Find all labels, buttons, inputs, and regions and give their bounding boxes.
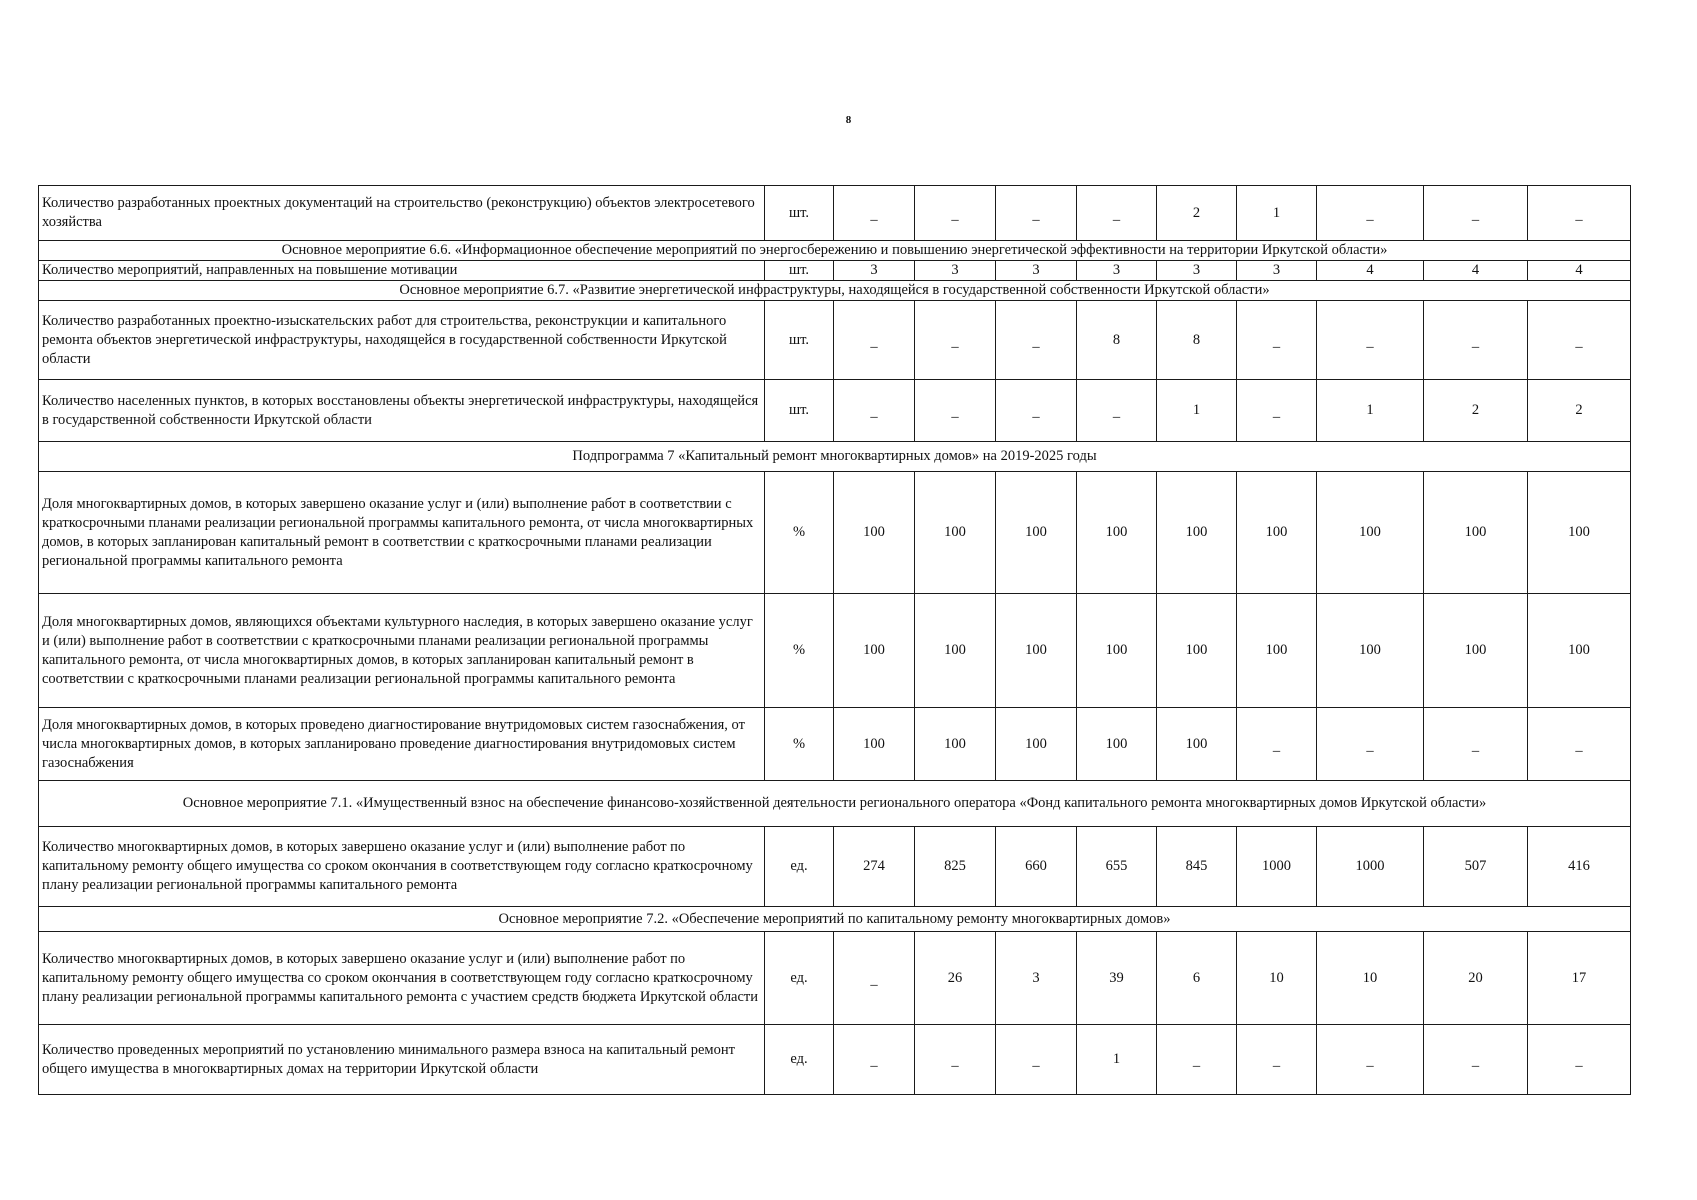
value-cell: 3 xyxy=(834,261,915,281)
value-cell xyxy=(1317,1025,1424,1095)
value-cell: 100 xyxy=(915,594,996,708)
indicator-name: Количество разработанных проектно-изыскательских работ для строительства, реконструкции и капитального ремонта объектов энергетической инфраструктуры, находящейся в государственной собственности Иркутской области xyxy=(39,301,765,380)
value-cell xyxy=(1237,708,1317,781)
dash-value: – xyxy=(1575,338,1583,355)
indicator-name: Количество разработанных проектных документаций на строительство (реконструкцию) объектов электросетевого хозяйства xyxy=(39,186,765,241)
dash-value: – xyxy=(1272,338,1281,355)
section-heading: Основное мероприятие 6.7. «Развитие энергетической инфраструктуры, находящейся в государственной собственности Иркутской области» xyxy=(39,281,1631,301)
value-cell xyxy=(834,932,915,1025)
table-body xyxy=(39,186,1631,1095)
value-cell xyxy=(1317,186,1424,241)
value-cell: 660 xyxy=(996,827,1077,907)
value-cell xyxy=(1237,1025,1317,1095)
value-cell xyxy=(1077,186,1157,241)
page-number: 8 xyxy=(845,114,852,126)
value-cell: 1000 xyxy=(1237,827,1317,907)
table-row xyxy=(39,301,1631,380)
table-row xyxy=(39,827,1631,907)
dash-value: – xyxy=(1471,742,1480,759)
value-cell xyxy=(834,301,915,380)
value-cell: 100 xyxy=(1237,594,1317,708)
unit-cell: шт. xyxy=(765,261,834,281)
indicator-name: Количество многоквартирных домов, в которых завершено оказание услуг и (или) выполнение работ по капитальному ремонту общего имущества со сроком окончания в соответствующем году согласно краткосрочному плану реализации региональной программы капитального ремонта xyxy=(39,827,765,907)
table-row xyxy=(39,708,1631,781)
value-cell: 10 xyxy=(1317,932,1424,1025)
value-cell: 1 xyxy=(1317,380,1424,442)
dash-value: – xyxy=(1032,409,1040,425)
value-cell: 100 xyxy=(1528,594,1631,708)
unit-cell: шт. xyxy=(765,186,834,241)
value-cell: 100 xyxy=(1424,472,1528,594)
value-cell: 507 xyxy=(1424,827,1528,907)
dash-value: – xyxy=(1575,211,1583,228)
dash-value: – xyxy=(1366,338,1374,355)
dash-value: – xyxy=(1366,742,1374,759)
dash-value: – xyxy=(1471,338,1480,355)
dash-value: – xyxy=(951,338,959,355)
value-cell: 2 xyxy=(1157,186,1237,241)
indicator-name: Доля многоквартирных домов, в которых проведено диагностирование внутридомовых систем газоснабжения, от числа многоквартирных домов, в которых запланировано проведение диагностирования внутридомовых систем газоснабжения xyxy=(39,708,765,781)
value-cell: 1000 xyxy=(1317,827,1424,907)
value-cell: 825 xyxy=(915,827,996,907)
dash-value: – xyxy=(870,338,878,355)
dash-value: – xyxy=(1575,742,1583,759)
indicator-name: Доля многоквартирных домов, являющихся объектами культурного наследия, в которых завершено оказание услуг и (или) выполнение работ в соответствии с краткосрочными планами реализации региональной программы капитального ремонта, от числа многоквартирных домов, в которых запланирован капитальный ремонт в соответствии с краткосрочными планами реализации региональной программы капитального ремонта xyxy=(39,594,765,708)
value-cell: 3 xyxy=(1077,261,1157,281)
value-cell: 845 xyxy=(1157,827,1237,907)
unit-cell: ед. xyxy=(765,932,834,1025)
section-heading: Подпрограмма 7 «Капитальный ремонт многоквартирных домов» на 2019-2025 годы xyxy=(39,442,1631,472)
dash-value: – xyxy=(1112,211,1121,228)
value-cell: 100 xyxy=(1317,594,1424,708)
indicator-name: Количество многоквартирных домов, в которых завершено оказание услуг и (или) выполнение работ по капитальному ремонту общего имущества со сроком окончания в соответствующем году согласно краткосрочному плану реализации региональной программы капитального ремонта с участием средств бюджета Иркутской области xyxy=(39,932,765,1025)
value-cell xyxy=(1424,708,1528,781)
value-cell: 2 xyxy=(1528,380,1631,442)
value-cell: 274 xyxy=(834,827,915,907)
value-cell: 100 xyxy=(915,708,996,781)
value-cell: 20 xyxy=(1424,932,1528,1025)
section-row xyxy=(39,442,1631,472)
value-cell: 100 xyxy=(1528,472,1631,594)
value-cell: 100 xyxy=(996,472,1077,594)
table-row xyxy=(39,186,1631,241)
section-heading: Основное мероприятие 7.1. «Имущественный взнос на обеспечение финансово-хозяйственной деятельности регионального оператора «Фонд капитального ремонта многоквартирных домов Иркутской области» xyxy=(39,781,1631,827)
dash-value: – xyxy=(870,409,878,425)
indicators-table xyxy=(38,185,1631,1095)
table-row xyxy=(39,380,1631,442)
value-cell: 3 xyxy=(996,261,1077,281)
value-cell: 17 xyxy=(1528,932,1631,1025)
value-cell: 100 xyxy=(834,594,915,708)
value-cell: 100 xyxy=(1157,472,1237,594)
value-cell: 4 xyxy=(1424,261,1528,281)
value-cell: 10 xyxy=(1237,932,1317,1025)
value-cell xyxy=(996,380,1077,442)
value-cell xyxy=(1424,301,1528,380)
value-cell xyxy=(834,186,915,241)
dash-value: – xyxy=(1272,409,1281,425)
value-cell: 4 xyxy=(1317,261,1424,281)
section-row xyxy=(39,781,1631,827)
value-cell xyxy=(834,380,915,442)
dash-value: – xyxy=(1032,211,1040,228)
table-row xyxy=(39,594,1631,708)
section-heading: Основное мероприятие 7.2. «Обеспечение мероприятий по капитальному ремонту многоквартирных домов» xyxy=(39,907,1631,932)
unit-cell: шт. xyxy=(765,380,834,442)
value-cell: 3 xyxy=(1237,261,1317,281)
value-cell: 8 xyxy=(1077,301,1157,380)
unit-cell: % xyxy=(765,472,834,594)
unit-cell: % xyxy=(765,708,834,781)
unit-cell: шт. xyxy=(765,301,834,380)
value-cell: 26 xyxy=(915,932,996,1025)
value-cell xyxy=(1528,708,1631,781)
value-cell: 100 xyxy=(1157,708,1237,781)
value-cell: 6 xyxy=(1157,932,1237,1025)
dash-value: – xyxy=(870,211,878,228)
value-cell xyxy=(915,301,996,380)
indicator-name: Количество мероприятий, направленных на повышение мотивации xyxy=(39,261,765,281)
value-cell xyxy=(1317,301,1424,380)
dash-value: – xyxy=(1366,211,1374,228)
value-cell xyxy=(1157,1025,1237,1095)
value-cell: 100 xyxy=(1077,708,1157,781)
value-cell xyxy=(1237,301,1317,380)
value-cell: 100 xyxy=(1424,594,1528,708)
value-cell xyxy=(996,1025,1077,1095)
value-cell: 100 xyxy=(996,594,1077,708)
table-row xyxy=(39,1025,1631,1095)
value-cell: 100 xyxy=(1077,472,1157,594)
value-cell xyxy=(915,1025,996,1095)
value-cell: 100 xyxy=(1157,594,1237,708)
section-row xyxy=(39,241,1631,261)
value-cell xyxy=(1077,380,1157,442)
value-cell: 100 xyxy=(834,708,915,781)
value-cell: 100 xyxy=(1317,472,1424,594)
unit-cell: ед. xyxy=(765,1025,834,1095)
dash-value: – xyxy=(870,976,878,993)
value-cell: 1 xyxy=(1157,380,1237,442)
value-cell xyxy=(915,186,996,241)
dash-value: – xyxy=(1032,1058,1040,1074)
value-cell xyxy=(996,301,1077,380)
dash-value: – xyxy=(951,409,959,425)
table-row xyxy=(39,472,1631,594)
value-cell: 100 xyxy=(834,472,915,594)
value-cell xyxy=(834,1025,915,1095)
value-cell: 2 xyxy=(1424,380,1528,442)
value-cell: 1 xyxy=(1237,186,1317,241)
value-cell: 416 xyxy=(1528,827,1631,907)
section-row xyxy=(39,907,1631,932)
table-row xyxy=(39,261,1631,281)
indicator-name: Количество проведенных мероприятий по установлению минимального размера взноса на капитальный ремонт общего имущества в многоквартирных домах на территории Иркутской области xyxy=(39,1025,765,1095)
value-cell: 3 xyxy=(996,932,1077,1025)
value-cell: 8 xyxy=(1157,301,1237,380)
value-cell: 39 xyxy=(1077,932,1157,1025)
section-heading: Основное мероприятие 6.6. «Информационное обеспечение мероприятий по энергосбережению и повышению энергетической эффективности на территории Иркутской области» xyxy=(39,241,1631,261)
value-cell xyxy=(996,186,1077,241)
dash-value: – xyxy=(951,1058,959,1074)
value-cell: 1 xyxy=(1077,1025,1157,1095)
unit-cell: ед. xyxy=(765,827,834,907)
dash-value: – xyxy=(1112,409,1121,425)
table-row xyxy=(39,932,1631,1025)
dash-value: – xyxy=(1272,1058,1281,1074)
dash-value: – xyxy=(1192,1058,1201,1074)
value-cell xyxy=(1528,1025,1631,1095)
value-cell: 4 xyxy=(1528,261,1631,281)
value-cell: 3 xyxy=(915,261,996,281)
section-row xyxy=(39,281,1631,301)
dash-value: – xyxy=(1471,1058,1480,1074)
unit-cell: % xyxy=(765,594,834,708)
value-cell xyxy=(1317,708,1424,781)
value-cell xyxy=(1424,1025,1528,1095)
dash-value: – xyxy=(1471,211,1480,228)
dash-value: – xyxy=(1366,1058,1374,1074)
indicator-name: Количество населенных пунктов, в которых восстановлены объекты энергетической инфраструктуры, находящейся в государственной собственности Иркутской области xyxy=(39,380,765,442)
value-cell xyxy=(1237,380,1317,442)
dash-value: – xyxy=(1032,338,1040,355)
value-cell: 655 xyxy=(1077,827,1157,907)
value-cell xyxy=(1528,301,1631,380)
dash-value: – xyxy=(951,211,959,228)
value-cell: 100 xyxy=(915,472,996,594)
value-cell: 100 xyxy=(1237,472,1317,594)
value-cell xyxy=(915,380,996,442)
value-cell: 100 xyxy=(1077,594,1157,708)
indicator-name: Доля многоквартирных домов, в которых завершено оказание услуг и (или) выполнение работ в соответствии с краткосрочными планами реализации региональной программы капитального ремонта, от числа многоквартирных домов, в которых запланирован капитальный ремонт в соответствии с краткосрочными планами реализации региональной программы капитального ремонта xyxy=(39,472,765,594)
value-cell xyxy=(1424,186,1528,241)
dash-value: – xyxy=(1272,742,1281,759)
dash-value: – xyxy=(870,1058,878,1074)
dash-value: – xyxy=(1575,1058,1583,1074)
value-cell xyxy=(1528,186,1631,241)
value-cell: 100 xyxy=(996,708,1077,781)
value-cell: 3 xyxy=(1157,261,1237,281)
